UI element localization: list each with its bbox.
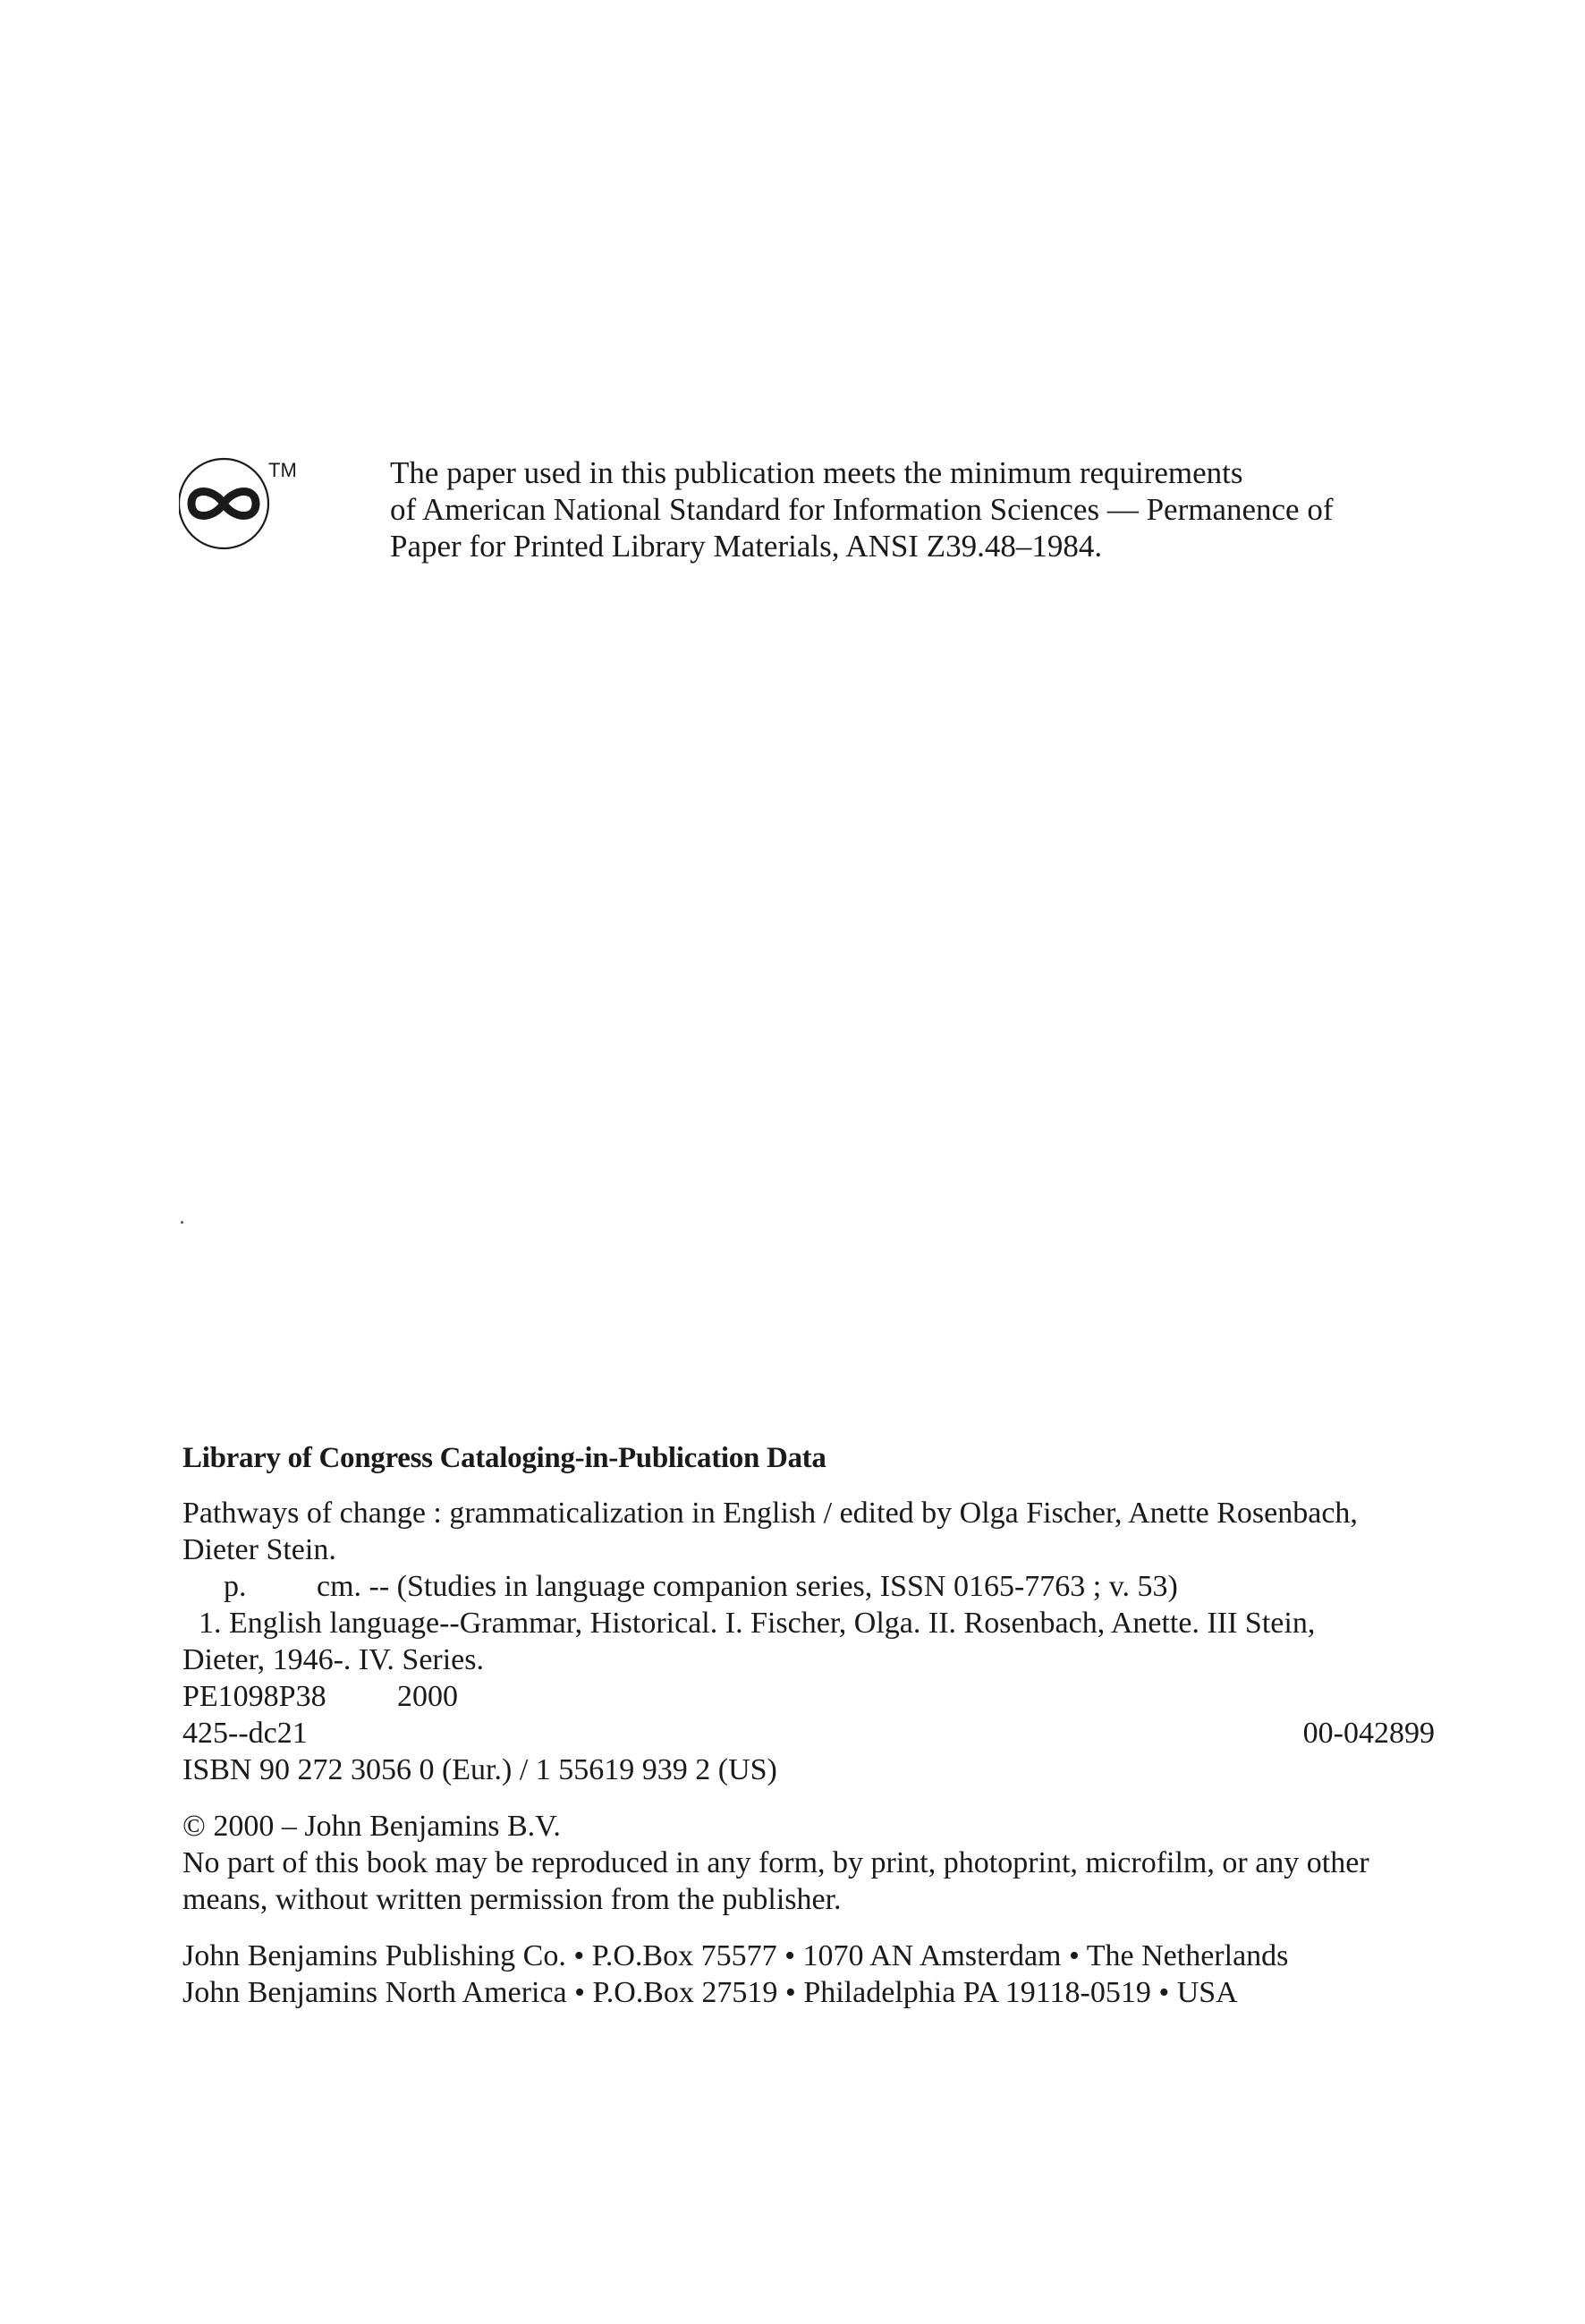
call-number-class: PE1098P38 — [182, 1680, 326, 1713]
cip-title-line: Dieter Stein. — [182, 1533, 336, 1566]
cip-series-p: p. — [224, 1570, 247, 1603]
publisher-address: John Benjamins Publishing Co. • P.O.Box 75577 • 1070 AN Amsterdam • The Netherlands — [182, 1939, 1289, 1972]
rights-notice: No part of this book may be reproduced in any form, by print, photoprint, microfilm, or any other — [182, 1846, 1369, 1879]
cip-call-number — [182, 1678, 1444, 1715]
cip-series-rest: cm. -- (Studies in language companion series, ISSN 0165-7763 ; v. 53) — [317, 1570, 1178, 1603]
lccn-number: 00-042899 — [1302, 1717, 1435, 1750]
rights-notice: means, without written permission from the publisher. — [182, 1883, 842, 1916]
trademark-label: TM — [268, 459, 297, 481]
publisher-address: John Benjamins North America • P.O.Box 27519 • Philadelphia PA 19118-0519 • USA — [182, 1976, 1238, 2009]
call-number-year: 2000 — [397, 1680, 458, 1713]
cip-subject-line: Dieter, 1946-. IV. Series. — [182, 1643, 484, 1676]
cip-title-line: Pathways of change : grammaticalization in English / edited by Olga Fischer, Anette Rosenbach, — [182, 1497, 1358, 1530]
copyright-line: © 2000 – John Benjamins B.V. — [182, 1810, 561, 1843]
permanence-line: of American National Standard for Information Sciences — Permanence of — [390, 492, 1334, 527]
isbn-line: ISBN 90 272 3056 0 (Eur.) / 1 55619 939 2 (US) — [182, 1753, 777, 1786]
cip-subject-line: 1. English language--Grammar, Historical. I. Fischer, Olga. II. Rosenbach, Anette. III Stein, — [199, 1607, 1316, 1640]
cip-series-line — [182, 1568, 1444, 1605]
cip-heading: Library of Congress Cataloging-in-Publication Data — [182, 1442, 826, 1474]
cip-dewey-row — [182, 1715, 1435, 1751]
permanence-line: Paper for Printed Library Materials, ANSI Z39.48–1984. — [390, 529, 1103, 564]
infinity-paper-icon — [179, 452, 322, 559]
cip-block — [182, 1440, 1444, 2011]
permanence-line: The paper used in this publication meets the minimum requirements — [390, 455, 1243, 490]
stray-mark — [181, 1221, 183, 1224]
dewey-number: 425--dc21 — [182, 1717, 308, 1750]
permanence-statement — [390, 454, 1463, 564]
